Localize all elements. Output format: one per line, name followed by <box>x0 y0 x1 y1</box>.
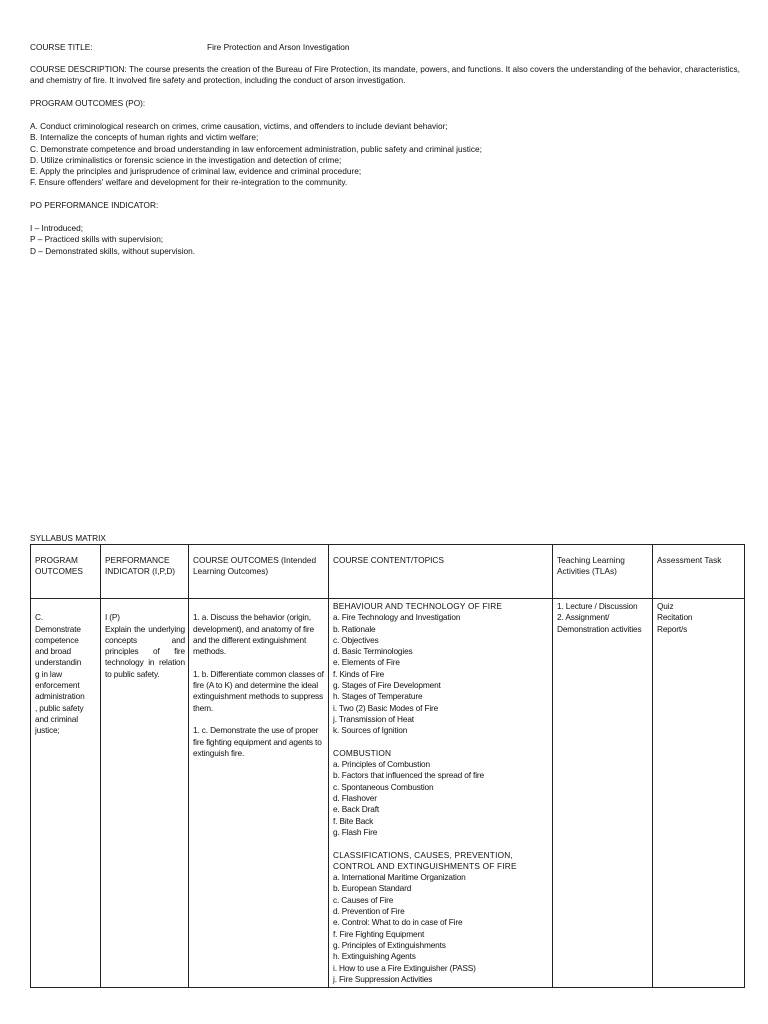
assessment-item: Quiz <box>657 601 674 611</box>
topic-item: d. Flashover <box>333 793 377 804</box>
topic-item: h. Stages of Temperature <box>333 691 423 702</box>
cell-line: administration <box>35 691 85 702</box>
topic-item: f. Fire Fighting Equipment <box>333 928 425 939</box>
topic-item: i. Two (2) Basic Modes of Fire <box>333 702 439 713</box>
program-outcome-item: D. Utilize criminalistics or forensic science in the investigation and detection of crime; <box>30 154 342 165</box>
column-header: COURSE CONTENT/TOPICS <box>329 545 553 599</box>
program-outcome-item: E. Apply the principles and jurisprudence of criminal law, evidence and criminal procedure; <box>30 166 362 177</box>
topic-item: d. Basic Terminologies <box>333 646 413 657</box>
topic-item: j. Transmission of Heat <box>333 713 414 724</box>
topic-item: j. Fire Suppression Activities <box>333 973 433 984</box>
course-title-value: Fire Protection and Arson Investigation <box>207 42 350 52</box>
topic-item: h. Extinguishing Agents <box>333 951 416 962</box>
course-description: COURSE DESCRIPTION: The course presents the creation of the Bureau of Fire Protection, its mandate, powers, and functions. It also covers the understanding of the behavior, characteristics, and chemistry of fire. It involved fire safety and protection, including the conduct of arson investigation. <box>30 64 740 86</box>
topic-item: b. European Standard <box>333 883 412 894</box>
program-outcome-item: C. Demonstrate competence and broad understanding in law enforcement administration, public safety and criminal justice; <box>30 143 482 154</box>
cell-line: and criminal <box>35 713 78 724</box>
cell-line: , public safety <box>35 702 84 713</box>
topic-item: e. Back Draft <box>333 804 380 815</box>
program-outcomes-heading: PROGRAM OUTCOMES (PO): <box>30 98 146 108</box>
column-header: PERFORMANCE INDICATOR (I,P,D) <box>101 545 189 599</box>
program-outcome-cell <box>31 599 101 988</box>
course-outcome-item: 1. a. Discuss the behavior (origin, development), and anatomy of fire and the different extinguishment methods. <box>193 612 314 657</box>
topic-item: g. Stages of Fire Development <box>333 680 441 691</box>
cell-line: justice; <box>35 725 60 736</box>
topic-item: a. Fire Technology and Investigation <box>333 612 461 623</box>
cell-line: understandin <box>35 657 82 668</box>
course-title-label: COURSE TITLE: <box>30 42 93 52</box>
topic-item: g. Principles of Extinguishments <box>333 939 446 950</box>
topic-item: c. Spontaneous Combustion <box>333 781 434 792</box>
topic-item: a. Principles of Combustion <box>333 759 430 770</box>
topic-item: f. Bite Back <box>333 815 374 826</box>
assessment-item: Recitation <box>657 612 693 623</box>
indicator-item: P – Practiced skills with supervision; <box>30 234 164 245</box>
topic-item: b. Rationale <box>333 623 376 634</box>
column-header: COURSE OUTCOMES (Intended Learning Outcomes) <box>189 545 329 599</box>
topic-section-title: COMBUSTION <box>333 747 392 758</box>
cell-line: g in law <box>35 668 62 679</box>
table-row <box>31 599 745 988</box>
topic-item: g. Flash Fire <box>333 826 378 837</box>
indicator-item: D – Demonstrated skills, without supervision. <box>30 245 196 256</box>
indicator-description: Explain the underlying concepts and principles of fire technology in relation to public safety. <box>105 623 185 679</box>
topic-item: e. Control: What to do in case of Fire <box>333 917 463 928</box>
topic-item: e. Elements of Fire <box>333 657 400 668</box>
assessment-item: Report/s <box>657 623 688 634</box>
performance-indicator-heading: PO PERFORMANCE INDICATOR: <box>30 200 159 210</box>
topic-item: i. How to use a Fire Extinguisher (PASS) <box>333 962 476 973</box>
course-outcomes-cell <box>189 599 329 988</box>
assessment-cell <box>653 599 745 988</box>
cell-line: C. <box>35 612 43 623</box>
tla-item: 2. Assignment/ Demonstration activities <box>557 612 642 634</box>
table-header-row <box>31 545 745 599</box>
course-content-cell <box>329 599 553 988</box>
indicator-level: I (P) <box>105 612 120 623</box>
topic-section-title: CLASSIFICATIONS, CAUSES, PREVENTION, CONTROL AND EXTINGUISHMENTS OF FIRE <box>333 849 517 871</box>
topic-item: c. Objectives <box>333 634 379 645</box>
topic-item: c. Causes of Fire <box>333 894 394 905</box>
program-outcomes-list <box>30 121 740 189</box>
cell-line: enforcement <box>35 680 80 691</box>
topic-item: f. Kinds of Fire <box>333 668 385 679</box>
topic-item: d. Prevention of Fire <box>333 906 405 917</box>
course-title-row <box>30 42 740 53</box>
syllabus-matrix-table <box>30 544 745 988</box>
cell-line: Demonstrate <box>35 623 81 634</box>
topic-item: k. Sources of Ignition <box>333 725 408 736</box>
program-outcome-item: A. Conduct criminological research on crimes, crime causation, victims, and offenders to include deviant behavior; <box>30 121 448 131</box>
topic-section-title: BEHAVIOUR AND TECHNOLOGY OF FIRE <box>333 601 503 611</box>
indicator-item: I – Introduced; <box>30 223 84 233</box>
column-header: Teaching Learning Activities (TLAs) <box>553 545 653 599</box>
performance-indicator-list <box>30 223 740 257</box>
cell-line: competence <box>35 634 79 645</box>
topic-item: b. Factors that influenced the spread of fire <box>333 770 484 781</box>
tla-item: 1. Lecture / Discussion <box>557 601 638 611</box>
program-outcome-item: B. Internalize the concepts of human rights and victim welfare; <box>30 132 259 143</box>
course-outcome-item: 1. b. Differentiate common classes of fire (A to K) and determine the ideal extinguishment methods to suppress them. <box>193 668 324 713</box>
course-outcome-item: 1. c. Demonstrate the use of proper fire fighting equipment and agents to extinguish fire. <box>193 725 322 758</box>
column-header: Assessment Task <box>653 545 745 599</box>
performance-indicator-cell <box>101 599 189 988</box>
program-outcome-item: F. Ensure offenders' welfare and development for their re-integration to the community. <box>30 177 348 188</box>
tlas-cell <box>553 599 653 988</box>
topic-item: a. International Maritime Organization <box>333 872 466 883</box>
cell-line: and broad <box>35 646 72 657</box>
syllabus-matrix-heading: SYLLABUS MATRIX <box>30 533 106 543</box>
column-header: PROGRAM OUTCOMES <box>31 545 101 599</box>
